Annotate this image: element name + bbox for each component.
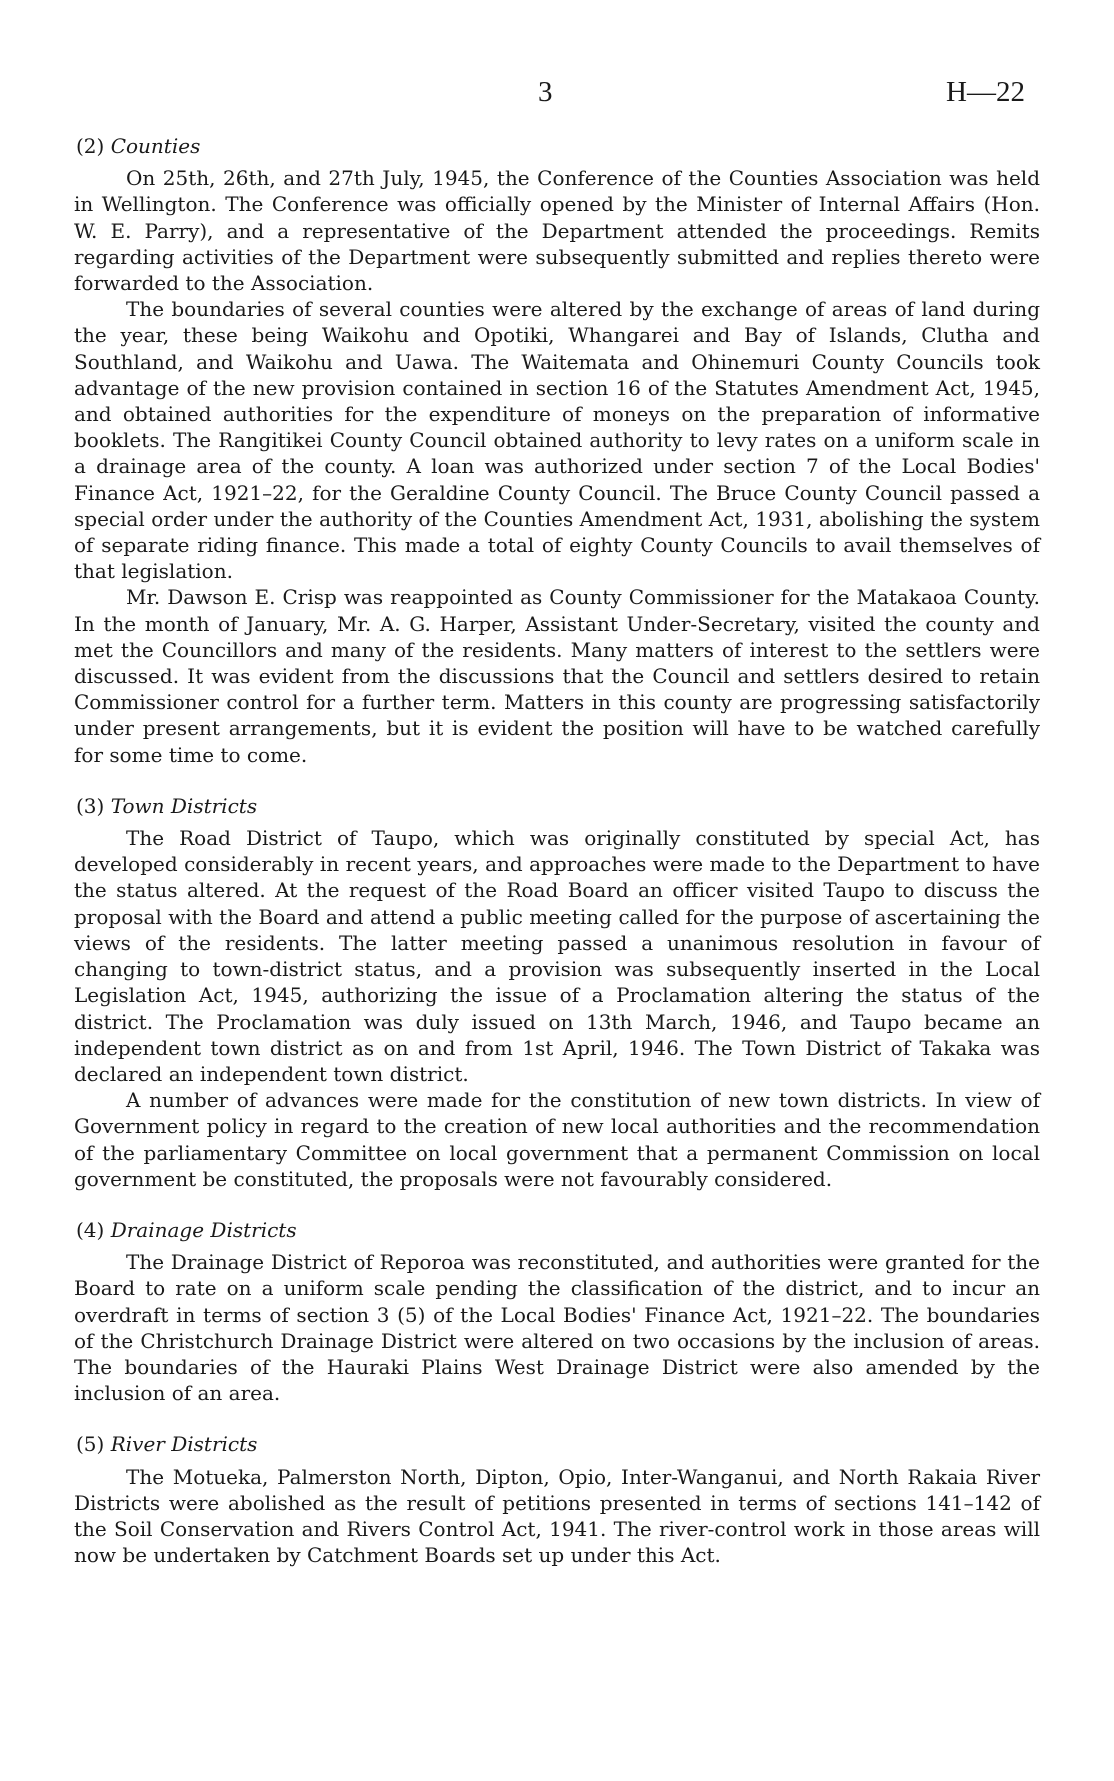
- section-river-districts: [74, 1431, 1040, 1568]
- paragraph: Mr. Dawson E. Crisp was reappointed as County Commissioner for the Matakaoa County. In the month of January, Mr. A. G. Harper, Assistant Under-Secretary, visited the county and met the Councillors and many of the residents. Many matters of interest to the settlers were discussed. It was evident from the discussions that the Council and settlers desired to retain Commissioner control for a further term. Matters in this county are progressing satisfactorily under present arrangements, but it is evident the position will have to be watched carefully for some time to come.: [74, 585, 1040, 767]
- section-heading: [76, 1217, 1040, 1243]
- section-town-districts: [74, 793, 1040, 1192]
- section-number: (3): [76, 793, 105, 818]
- paragraph: The Drainage District of Reporoa was reconstituted, and authorities were granted for the Board to rate on a uniform scale pending the classification of the district, and to incur an overdraft in terms of section 3 (5) of the Local Bodies' Finance Act, 1921–22. The boundaries of the Christchurch Drainage District were altered on two occasions by the inclusion of areas. The boundaries of the Hauraki Plains West Drainage District were also amended by the inclusion of an area.: [74, 1250, 1040, 1406]
- section-number: (4): [76, 1217, 105, 1242]
- paragraph: The Road District of Taupo, which was originally constituted by special Act, has developed considerably in recent years, and approaches were made to the Department to have the status altered. At the request of the Road Board an officer visited Taupo to discuss the proposal with the Board and attend a public meeting called for the purpose of ascertaining the views of the residents. The latter meeting passed a unanimous resolution in favour of changing to town-district status, and a provision was subsequently inserted in the Local Legislation Act, 1945, authorizing the issue of a Proclamation altering the status of the district. The Proclamation was duly issued on 13th March, 1946, and Taupo became an independent town district as on and from 1st April, 1946. The Town District of Takaka was declared an independent town district.: [74, 826, 1040, 1086]
- body-text: [74, 133, 1040, 1568]
- paragraph: On 25th, 26th, and 27th July, 1945, the Conference of the Counties Association was held in Wellington. The Conference was officially opened by the Minister of Internal Affairs (Hon. W. E. Parry), and a representative of the Department attended the proceedings. Remits regarding activities of the Department were subsequently submitted and replies thereto were forwarded to the Association.: [74, 166, 1040, 296]
- section-title: Counties: [110, 134, 201, 158]
- paragraph: The boundaries of several counties were altered by the exchange of areas of land during the year, these being Waikohu and Opotiki, Whangarei and Bay of Islands, Clutha and Southland, and Waikohu and Uawa. The Waitemata and Ohinemuri County Councils took advantage of the new provision contained in section 16 of the Statutes Amendment Act, 1945, and obtained authorities for the expenditure of moneys on the preparation of informative booklets. The Rangitikei County Council obtained authority to levy rates on a uniform scale in a drainage area of the county. A loan was authorized under section 7 of the Local Bodies' Finance Act, 1921–22, for the Geraldine County Council. The Bruce County Council passed a special order under the authority of the Counties Amendment Act, 1931, abolishing the system of separate riding finance. This made a total of eighty County Councils to avail themselves of that legislation.: [74, 297, 1040, 584]
- section-heading: [76, 133, 1040, 159]
- section-counties: [74, 133, 1040, 768]
- section-heading: [76, 793, 1040, 819]
- section-title: River Districts: [110, 1432, 258, 1457]
- document-reference: H—22: [946, 76, 1025, 108]
- section-title: Town Districts: [110, 793, 258, 818]
- paragraph: A number of advances were made for the constitution of new town districts. In view of Government policy in regard to the creation of new local authorities and the recommendation of the parliamentary Committee on local government that a permanent Commission on local government be constituted, the proposals were not favourably considered.: [74, 1088, 1040, 1191]
- section-heading: [76, 1431, 1040, 1457]
- section-title: Drainage Districts: [110, 1217, 297, 1242]
- paragraph: The Motueka, Palmerston North, Dipton, Opio, Inter-Wanganui, and North Rakaia River Districts were abolished as the result of petitions presented in terms of sections 141–142 of the Soil Conservation and Rivers Control Act, 1941. The river-control work in those areas will now be undertaken by Catchment Boards set up under this Act.: [74, 1464, 1040, 1568]
- section-drainage-districts: [74, 1217, 1040, 1406]
- page-number: 3: [538, 76, 553, 108]
- section-number: (2): [76, 134, 105, 158]
- section-number: (5): [76, 1432, 105, 1457]
